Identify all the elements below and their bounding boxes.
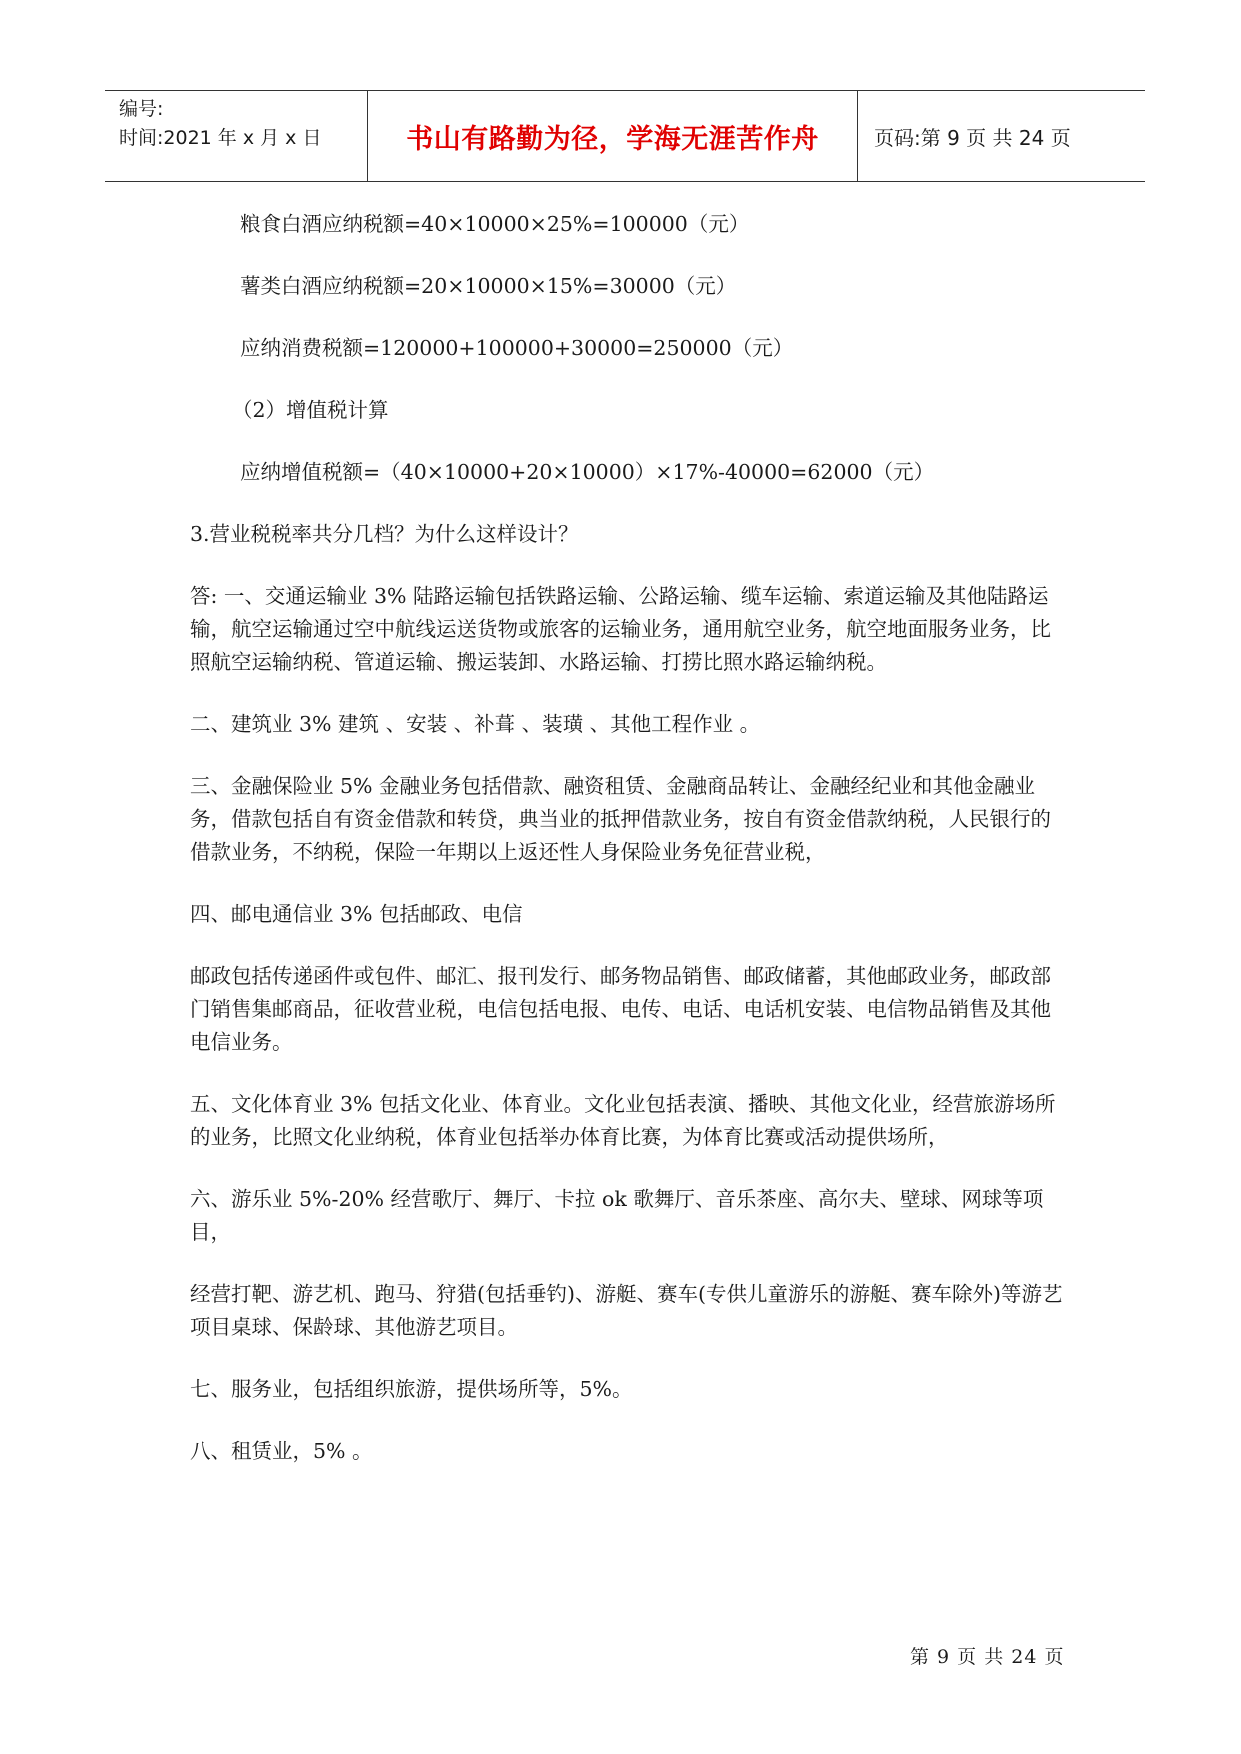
document-number-label: 编号: — [119, 98, 164, 120]
header-motto: 书山有路勤为径，学海无涯苦作舟 — [368, 91, 858, 181]
answer-paragraph: 八、租赁业，5% 。 — [190, 1439, 373, 1463]
header-meta — [105, 91, 368, 181]
calc-line: 粮食白酒应纳税额=40×10000×25%=100000（元） — [240, 212, 750, 236]
answer-paragraph: 七、服务业，包括组织旅游，提供场所等，5%。 — [190, 1377, 633, 1401]
document-time-label: 时间:2021 年 x 月 x 日 — [119, 127, 322, 149]
calc-line: 应纳增值税额=（40×10000+20×10000）×17%-40000=62000（元） — [240, 460, 935, 484]
page-header — [105, 90, 1145, 182]
calc-line: 薯类白酒应纳税额=20×10000×15%=30000（元） — [240, 274, 737, 298]
answer-paragraph: 邮政包括传递函件或包件、邮汇、报刊发行、邮务物品销售、邮政储蓄，其他邮政业务，邮政部门销售集邮商品，征收营业税，电信包括电报、电传、电话、电话机安装、电信物品销售及其他电信业务。 — [190, 964, 1051, 1054]
answer-paragraph: 二、建筑业 3% 建筑 、安装 、补葺 、装璜 、其他工程作业 。 — [190, 712, 761, 736]
calc-section-heading: （2）增值税计算 — [232, 398, 389, 422]
answer-paragraph: 六、游乐业 5%-20% 经营歌厅、舞厅、卡拉 ok 歌舞厅、音乐茶座、高尔夫、壁球、网球等项目， — [190, 1187, 1044, 1244]
question-heading: 3.营业税税率共分几档？为什么这样设计？ — [190, 522, 579, 546]
answer-paragraph: 答: 一、交通运输业 3% 陆路运输包括铁路运输、公路运输、缆车运输、索道运输及其他陆路运输，航空运输通过空中航线运送货物或旅客的运输业务，通用航空业务，航空地面服务业务，比照航空运输纳税、管道运输、搬运装卸、水路运输、打捞比照水路运输纳税。 — [190, 584, 1051, 674]
answer-paragraph: 五、文化体育业 3% 包括文化业、体育业。文化业包括表演、播映、其他文化业，经营旅游场所的业务，比照文化业纳税，体育业包括举办体育比赛，为体育比赛或活动提供场所， — [190, 1092, 1056, 1149]
answer-paragraph: 经营打靶、游艺机、跑马、狩猎(包括垂钓)、游艇、赛车(专供儿童游乐的游艇、赛车除外)等游艺项目桌球、保龄球、其他游艺项目。 — [190, 1282, 1063, 1339]
document-body — [190, 208, 1070, 1497]
answer-paragraph: 四、邮电通信业 3% 包括邮政、电信 — [190, 902, 523, 926]
page-footer: 第 9 页 共 24 页 — [910, 1646, 1065, 1668]
header-page-label: 页码:第 9 页 共 24 页 — [874, 125, 1071, 150]
calc-line: 应纳消费税额=120000+100000+30000=250000（元） — [240, 336, 794, 360]
answer-paragraph: 三、金融保险业 5% 金融业务包括借款、融资租赁、金融商品转让、金融经纪业和其他金融业务，借款包括自有资金借款和转贷，典当业的抵押借款业务，按自有资金借款纳税，人民银行的借款业务，不纳税，保险一年期以上返还性人身保险业务免征营业税， — [190, 774, 1051, 864]
